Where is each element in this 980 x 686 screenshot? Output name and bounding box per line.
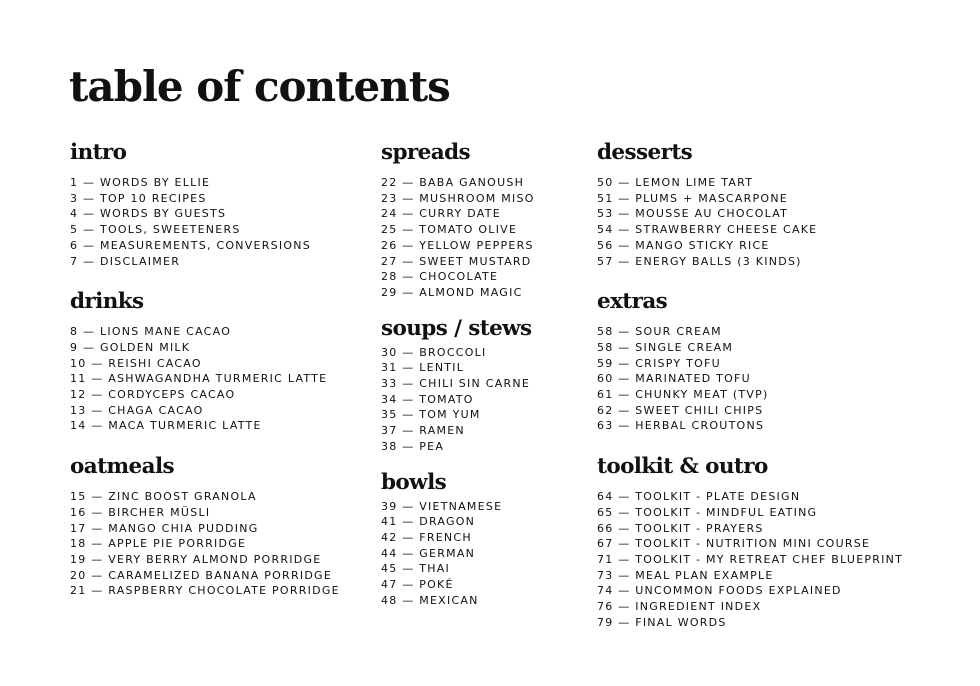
toc-entry: 51 — PLUMS + MASCARPONE [597,191,789,205]
toc-entry: 3 — TOP 10 RECIPES [70,191,207,205]
toc-entry-list [597,324,903,434]
toc-entry: 62 — SWEET CHILI CHIPS [597,403,764,417]
toc-entry: 1 — WORDS BY ELLIE [70,176,211,189]
toc-entry: 61 — CHUNKY MEAT (TVP) [597,388,769,402]
toc-entry: 37 — RAMEN [381,424,465,438]
toc-entry: 79 — FINAL WORDS [597,615,727,629]
toc-entry: 65 — TOOLKIT - MINDFUL EATING [597,505,818,519]
toc-entry-list [597,175,903,269]
toc-entry: 9 — GOLDEN MILK [70,340,191,354]
toc-entry: 6 — MEASUREMENTS, CONVERSIONS [70,238,311,252]
toc-entry: 35 — TOM YUM [381,408,481,422]
toc-entry: 44 — GERMAN [381,546,476,560]
toc-entry: 25 — TOMATO OLIVE [381,223,518,237]
toc-entry: 73 — MEAL PLAN EXAMPLE [597,568,774,582]
section-heading: toolkit & outro [597,454,768,480]
toc-entry: 74 — UNCOMMON FOODS EXPLAINED [597,584,842,598]
toc-entry: 18 — APPLE PIE PORRIDGE [70,537,247,551]
toc-section-bowls [381,471,535,609]
toc-entry: 53 — MOUSSE AU CHOCOLAT [597,207,789,221]
toc-section-spreads [381,141,535,301]
toc-entry-list [381,345,535,455]
toc-section-desserts [597,141,903,269]
toc-entry: 28 — CHOCOLATE [381,270,499,284]
toc-entry: 4 — WORDS BY GUESTS [70,207,227,221]
toc-entry: 41 — DRAGON [381,515,476,529]
section-heading: drinks [70,289,144,315]
toc-entry-list [70,324,340,434]
toc-column-1 [70,141,340,599]
toc-entry: 66 — TOOLKIT - PRAYERS [597,521,764,535]
section-heading: spreads [381,140,471,165]
toc-entry: 30 — BROCCOLI [381,345,487,359]
toc-entry: 54 — STRAWBERRY CHEESE CAKE [597,223,818,237]
toc-entry: 33 — CHILI SIN CARNE [381,377,531,391]
page-title: table of contents [69,62,450,111]
toc-entry: 42 — FRENCH [381,530,472,544]
toc-entry: 15 — ZINC BOOST GRANOLA [70,490,257,504]
toc-entry: 56 — MANGO STICKY RICE [597,238,770,252]
toc-entry: 76 — INGREDIENT INDEX [597,600,762,614]
toc-entry: 17 — MANGO CHIA PUDDING [70,521,259,535]
toc-entry: 71 — TOOLKIT - MY RETREAT CHEF BLUEPRINT [597,552,904,566]
toc-entry: 10 — REISHI CACAO [70,356,202,370]
toc-entry: 50 — LEMON LIME TART [597,176,754,189]
section-heading: extras [597,289,668,315]
toc-entry-list [70,175,340,269]
toc-entry: 58 — SOUR CREAM [597,325,722,339]
toc-entry: 19 — VERY BERRY ALMOND PORRIDGE [70,552,322,566]
toc-entry: 16 — BIRCHER MÜSLI [70,505,211,519]
toc-entry-list [381,499,535,609]
toc-entry: 34 — TOMATO [381,392,474,406]
toc-entry: 45 — THAI [381,562,450,576]
toc-entry: 21 — RASPBERRY CHOCOLATE PORRIDGE [70,584,340,598]
toc-entry-list [70,489,340,599]
toc-entry: 8 — LIONS MANE CACAO [70,325,232,339]
toc-entry: 38 — PEA [381,439,445,453]
toc-entry: 64 — TOOLKIT - PLATE DESIGN [597,490,801,504]
toc-section-toolkit-outro [597,455,903,630]
section-heading: soups / stews [381,315,532,341]
toc-entry: 60 — MARINATED TOFU [597,372,751,386]
toc-entry: 63 — HERBAL CROUTONS [597,419,765,433]
toc-section-oatmeals [70,455,340,599]
toc-entry: 31 — LENTIL [381,361,465,375]
toc-entry: 47 — POKÉ [381,578,454,592]
toc-entry: 24 — CURRY DATE [381,207,501,221]
toc-entry: 59 — CRISPY TOFU [597,356,721,370]
toc-entry: 7 — DISCLAIMER [70,254,181,268]
toc-column-3 [597,141,903,630]
toc-entry: 20 — CARAMELIZED BANANA PORRIDGE [70,568,333,582]
toc-entry: 48 — MEXICAN [381,593,479,607]
toc-entry: 12 — CORDYCEPS CACAO [70,388,236,402]
toc-entry: 58 — SINGLE CREAM [597,340,734,354]
toc-entry: 39 — VIETNAMESE [381,499,503,513]
toc-entry: 22 — BABA GANOUSH [381,176,525,189]
toc-entry: 67 — TOOLKIT - NUTRITION MINI COURSE [597,537,871,551]
toc-section-drinks [70,290,340,434]
section-heading: bowls [381,469,447,495]
toc-entry: 29 — ALMOND MAGIC [381,285,523,299]
toc-entry: 27 — SWEET MUSTARD [381,254,532,268]
toc-entry: 14 — MACA TURMERIC LATTE [70,419,262,433]
toc-entry: 11 — ASHWAGANDHA TURMERIC LATTE [70,372,328,386]
section-heading: desserts [597,140,693,165]
toc-entry: 23 — MUSHROOM MISO [381,191,535,205]
toc-section-soups-stews [381,317,535,455]
toc-entry: 26 — YELLOW PEPPERS [381,238,534,252]
toc-column-2 [381,141,535,608]
section-heading: intro [70,140,127,165]
toc-entry: 5 — TOOLS, SWEETENERS [70,223,241,237]
toc-entry-list [597,489,903,630]
toc-entry-list [381,175,535,301]
toc-section-extras [597,290,903,434]
toc-entry: 57 — ENERGY BALLS (3 KINDS) [597,254,802,268]
section-heading: oatmeals [70,454,175,480]
toc-section-intro [70,141,340,269]
toc-entry: 13 — CHAGA CACAO [70,403,204,417]
